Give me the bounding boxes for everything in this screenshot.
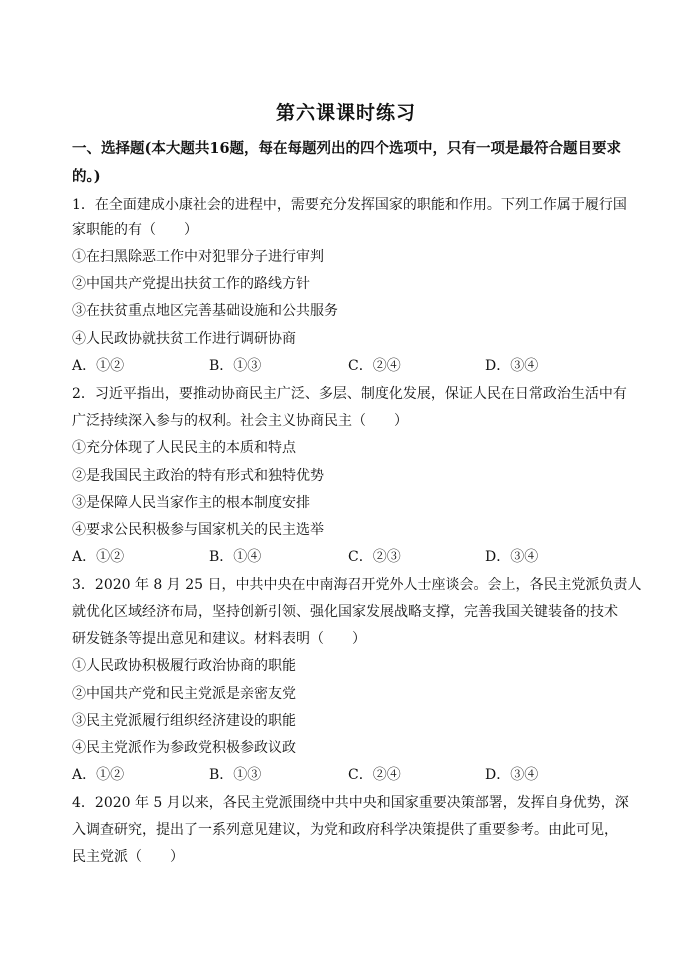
- section-heading-line-2: 的。): [72, 168, 101, 185]
- section-heading-line-1: 一、选择题(本大题共16题，每在每题列出的四个选项中，只有一项是最符合题目要求: [72, 140, 622, 157]
- question-4-stem-line-3: 民主党派（ ）: [72, 849, 184, 865]
- question-1-options: [72, 356, 632, 376]
- question-2-item-3: ③是保障人民当家作主的根本制度安排: [72, 495, 310, 511]
- question-1-stem-line-2: 家职能的有（ ）: [72, 222, 198, 238]
- question-3-stem-line-3: 研发链条等提出意见和建议。材料表明（ ）: [72, 631, 366, 647]
- question-1-option-d: D．③④: [485, 358, 539, 374]
- page-title: 第六课课时练习: [275, 102, 416, 124]
- question-3-stem-line-1: 3．2020 年 8 月 25 日，中共中央在中南海召开党外人士座谈会。会上，各民主党派负责人: [72, 577, 642, 593]
- question-3-item-2: ②中国共产党和民主党派是亲密友党: [72, 686, 296, 702]
- question-2-item-2: ②是我国民主政治的特有形式和独特优势: [72, 468, 324, 484]
- question-1-option-a: A．①②: [72, 358, 125, 374]
- question-2-option-d: D．③④: [485, 549, 539, 565]
- question-2-option-a: A．①②: [72, 549, 125, 565]
- question-3-item-3: ③民主党派履行组织经济建设的职能: [72, 713, 296, 729]
- question-1-item-2: ②中国共产党提出扶贫工作的路线方针: [72, 276, 310, 292]
- question-4-stem-line-1: 4．2020 年 5 月以来，各民主党派围绕中共中央和国家重要决策部署，发挥自身优势，深: [72, 795, 629, 811]
- question-1-item-3: ③在扶贫重点地区完善基础设施和公共服务: [72, 303, 338, 319]
- question-4-stem-line-2: 入调查研究，提出了一系列意见建议，为党和政府科学决策提供了重要参考。由此可见，: [72, 822, 618, 838]
- question-2-item-4: ④要求公民积极参与国家机关的民主选举: [72, 522, 324, 538]
- question-1-item-4: ④人民政协就扶贫工作进行调研协商: [72, 331, 296, 347]
- question-3-option-d: D．③④: [485, 767, 539, 783]
- question-2-option-c: C．②③: [348, 549, 401, 565]
- question-1-option-c: C．②④: [348, 358, 401, 374]
- question-2-stem-line-1: 2．习近平指出，要推动协商民主广泛、多层、制度化发展，保证人民在日常政治生活中有: [72, 386, 627, 402]
- question-2-stem-line-2: 广泛持续深入参与的权利。社会主义协商民主（ ）: [72, 413, 408, 429]
- question-3-option-b: B．①③: [209, 767, 262, 783]
- question-1-item-1: ①在扫黑除恶工作中对犯罪分子进行审判: [72, 249, 324, 265]
- question-3-option-a: A．①②: [72, 767, 125, 783]
- question-3-item-4: ④民主党派作为参政党积极参政议政: [72, 740, 296, 756]
- question-1-option-b: B．①③: [209, 358, 262, 374]
- question-2-options: [72, 547, 632, 567]
- question-3-item-1: ①人民政协积极履行政治协商的职能: [72, 658, 296, 674]
- question-2-item-1: ①充分体现了人民民主的本质和特点: [72, 440, 296, 456]
- question-2-option-b: B．①④: [209, 549, 262, 565]
- question-3-options: [72, 765, 632, 785]
- question-3-stem-line-2: 就优化区域经济布局，坚持创新引领、强化国家发展战略支撑，完善我国关键装备的技术: [72, 604, 618, 620]
- question-3-option-c: C．②④: [348, 767, 401, 783]
- question-1-stem-line-1: 1．在全面建成小康社会的进程中，需要充分发挥国家的职能和作用。下列工作属于履行国: [72, 197, 627, 213]
